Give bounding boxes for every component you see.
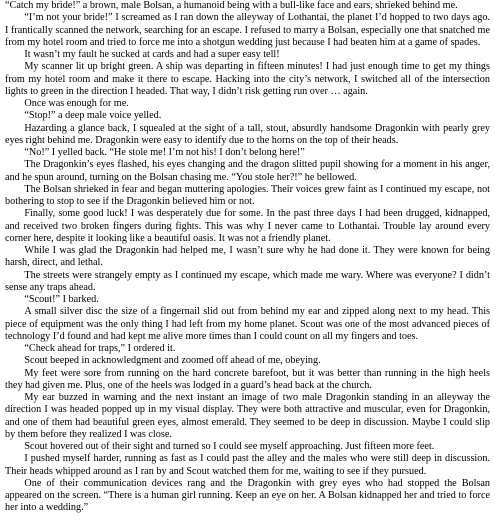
paragraph-20: Scout hovered out of their sight and turned so I could see myself approaching. Just fifteen more feet. [24, 441, 435, 452]
paragraph-22: One of their communication devices rang and the Dragonkin with grey eyes who had stopped the Bolsan appeared on the screen. “There is a human girl running. Keep an eye on her. A Bolsan kidnapped her and tried to force her into a wedding.” [5, 477, 490, 514]
paragraph-9: The Dragonkin’s eyes flashed, his eyes changing and the dragon slitted pupil showing for a moment in his anger, and he spun around, turning on the Bolsan chasing me. “You stole her?!” he bellowed. [5, 159, 490, 183]
paragraph-13: The streets were strangely empty as I continued my escape, which made me wary. Where was everyone? I didn’t sense any traps ahead. [5, 269, 490, 293]
paragraph-17: Scout beeped in acknowledgment and zoomed off ahead of me, obeying. [24, 355, 321, 367]
paragraph-21: I pushed myself harder, running as fast as I could past the alley and the males who were still deep in discussion. Their heads whipped around as I ran by and Scout watched them for me, waiting to see if they pursued. [5, 453, 490, 477]
paragraph-8: “No!” I yelled back. “He stole me! I’m not his! I don’t belong here!” [24, 147, 305, 158]
paragraph-18: My feet were sore from running on the hard concrete barefoot, but it was better than running in the high heels they had given me. Plus, one of the heels was lodged in a guard’s head back at the church. [5, 367, 490, 391]
paragraph-4: My scanner lit up bright green. A ship was departing in fifteen minutes! I had just enough time to get my things from my hotel room and make it there to escape. Hacking into the city’s network, I switched all of the intersection lights to green in the direction I headed. That way, I didn’t risk getting run over … again. [5, 61, 490, 97]
paragraph-11: Finally, some good luck! I was desperately due for some. In the past three days I had been drugged, kidnapped, and received two broken fingers during fights. This was why I never came to Lothantai. Trouble lay around every corner here, despite it looking like a beautiful oasis. It was not a friendly planet. [5, 208, 490, 244]
paragraph-2: “I’m not your bride!” I screamed as I ran down the alleyway of Lothantai, the planet I’d hopped to two days ago. I frantically scanned the network, searching for an escape. I refused to marry a Bolsan, especially one that snatched me from my hotel room and tried to force me into a shotgun wedding just because I had beaten him at a game of spades. [5, 12, 490, 48]
paragraph-19: My ear buzzed in warning and the next instant an image of two male Dragonkin standing in an alleyway the direction I was headed popped up in my visual display. They were both attractive and muscular, even for Dragonkin, and one of them had beautiful green eyes, almost emerald. They seemed to be deep in discussion. Maybe I could slip by them before they realized I was close. [5, 392, 490, 440]
paragraph-3: It wasn’t my fault he sucked at cards and had a super easy tell! [24, 49, 280, 60]
paragraph-1: “Catch my bride!” a brown, male Bolsan, a humanoid being with a bull-like face and ears, shrieked behind me. [5, 0, 458, 11]
paragraph-14: “Scout!” I barked. [24, 294, 99, 305]
paragraph-5: Once was enough for me. [24, 98, 129, 109]
paragraph-10: The Bolsan shrieked in fear and began muttering apologies. Their voices grew faint as I continued my escape, not bothering to stop to see if the Dragonkin believed him or not. [5, 183, 490, 207]
paragraph-7: Hazarding a glance back, I squealed at the sight of a tall, stout, absurdly handsome Dragonkin with pearly grey eyes right behind me. Dragonkin were easy to identify due to the horns on the top of their heads. [5, 122, 490, 146]
paragraph-6: “Stop!” a deep male voice yelled. [24, 110, 162, 122]
paragraph-15: A small silver disc the size of a fingernail slid out from behind my ear and zipped along next to my head. This piece of equipment was the only thing I had left from my home planet. Scout was one of the most advanced pieces of technology I’d found and had kept me alive more times than I could count on all my fingers and toes. [5, 306, 490, 342]
paragraph-12: While I was glad the Dragonkin had helped me, I wasn’t sure why he had done it. They were known for being harsh, direct, and lethal. [5, 245, 490, 269]
paragraph-16: “Check ahead for traps,” I ordered it. [24, 343, 176, 354]
